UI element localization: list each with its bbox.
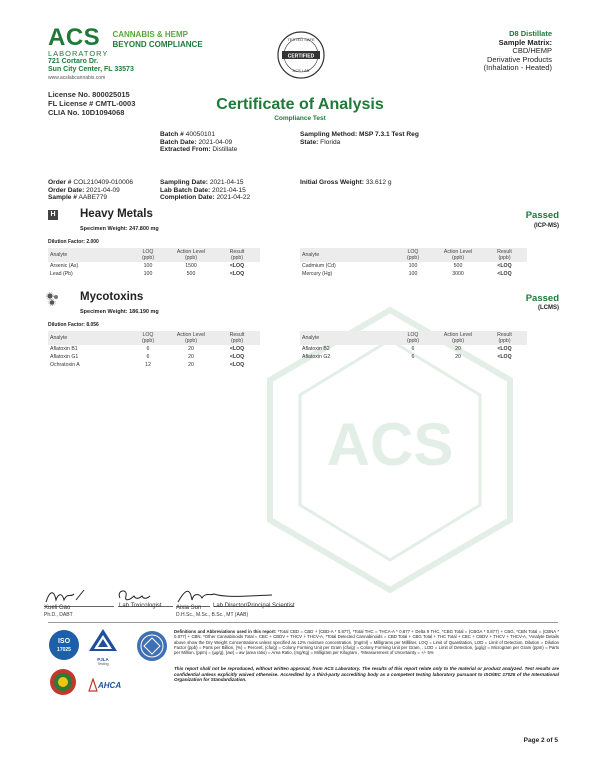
mycotoxins-table-left: Analyte LOQ (ppb) Action Level (ppb) Result (ppb) Aflatoxin B1 6 20 <LOQ Aflatoxin G1 6 20 <LOQ Ochratoxin A 12 20 <LOQ bbox=[48, 331, 260, 369]
sig2-creds: D.H.Sc., M.Sc., B.Sc., MT (AAB) bbox=[176, 612, 249, 618]
address-line-1: 721 Cortaro Dr. bbox=[48, 58, 99, 65]
sig1-name: Xueli Gao bbox=[44, 605, 71, 611]
table-row: Aflatoxin B1 6 20 <LOQ bbox=[50, 346, 245, 352]
order-info: Order # COL210409-010006 Order Date: 2021-04-09 Sample # AABE779 bbox=[48, 179, 134, 201]
table-row: Ochratoxin A 12 20 <LOQ bbox=[50, 362, 245, 368]
weight-info: Initial Gross Weight: 33.612 g bbox=[300, 179, 392, 186]
sampling-info: Sampling Method: MSP 7.3.1 Test Reg State: Florida bbox=[300, 131, 419, 146]
heavy-metals-dilution: Dilution Factor: 2.000 bbox=[48, 239, 99, 245]
mycotoxins-table-right: Analyte LOQ (ppb) Action Level (ppb) Result (ppb) Aflatoxin B2 6 20 <LOQ Aflatoxin G2 6 20 <LOQ bbox=[300, 331, 527, 361]
product-name: D8 Distillate bbox=[509, 29, 552, 38]
mycotoxins-weight: Specimen Weight: 186.190 mg bbox=[80, 309, 159, 315]
footer-divider bbox=[48, 622, 558, 623]
sig2-name: Aixia Sun bbox=[176, 605, 202, 611]
seal-bottom-text: ACS LAB bbox=[292, 68, 310, 73]
page-number: Page 2 of 5 bbox=[523, 737, 558, 744]
table-row: Aflatoxin G2 6 20 <LOQ bbox=[302, 354, 512, 360]
seal-top-text: TESTED SAFE bbox=[287, 37, 315, 42]
sig1-creds: Ph.D., DABT bbox=[44, 612, 73, 618]
table-row: Cadmium (Cd) 100 500 <LOQ bbox=[302, 263, 512, 269]
matrix-line-3: (Inhalation - Heated) bbox=[483, 63, 552, 72]
mycotoxins-method: (LCMS) bbox=[538, 305, 559, 311]
batch-info: Batch # 40050101 Batch Date: 2021-04-09 Extracted From: Distillate bbox=[160, 131, 238, 153]
seal-center-text: CERTIFIED bbox=[287, 53, 315, 60]
table-row: Aflatoxin G1 6 20 <LOQ bbox=[50, 354, 245, 360]
heavy-metals-method: (ICP-MS) bbox=[534, 223, 559, 229]
lab-logo bbox=[48, 24, 203, 58]
mycotoxins-status: Passed bbox=[525, 293, 559, 304]
matrix-line-2: Derivative Products bbox=[486, 54, 552, 64]
mycotoxins-title: Mycotoxins bbox=[80, 291, 144, 303]
heavy-metals-table-right: Analyte LOQ (ppb) Action Level (ppb) Result (ppb) Cadmium (Cd) 100 500 <LOQ Mercury (Hg) 100 3000 <LOQ bbox=[300, 248, 527, 278]
disclaimer: This report shall not be reproduced, without written approval, from ACS Laboratory. The results of this report relate only to the material or product analyzed. Test results are confidential unless explicitly waived otherwise. Accredited by a third-party accrediting body as a competent testing laboratory pursuant to ISO/IEC 17025 of the International Organization for Standardization. bbox=[174, 666, 559, 683]
heavy-metals-weight: Specimen Weight: 247.800 mg bbox=[80, 226, 159, 232]
logo-letters: ACS bbox=[48, 24, 101, 51]
tagline-1: CANNABIS & HEMP bbox=[112, 30, 188, 39]
dates-info: Sampling Date: 2021-04-15 Lab Batch Date: 2021-04-15 Completion Date: 2021-04-22 bbox=[160, 179, 251, 201]
heavy-metals-title: Heavy Metals bbox=[80, 208, 153, 220]
tagline-2: BEYOND COMPLIANCE bbox=[112, 40, 203, 49]
certified-seal bbox=[276, 30, 326, 80]
logo-sub: LABORATORY bbox=[48, 49, 109, 58]
iso-badge: ISO 17025 bbox=[49, 630, 79, 660]
heavy-metals-icon: H bbox=[48, 210, 58, 220]
ahca-icon bbox=[88, 678, 98, 692]
pjla-badge: PJLA Testing bbox=[88, 628, 118, 664]
matrix-label: Sample Matrix: bbox=[498, 37, 552, 47]
page-subtitle: Compliance Test bbox=[274, 115, 326, 122]
definitions: Definitions and Abbreviations used in this report: *Total CBD = CBD + (CBD-A * 0.877), *Total THC = THCA-A * 0.877 + Delta 9 THC, *CBG Total = (CBGA * 0.877) + CBG, *CBN Total = (CBNA * 0.877) + CBN, *Other Cannabinoids Total = CBC + CBDV + THCV + THCV-A, *Total Detected Cannabinoids = CBD Total + CBG Total + THC Total + CBC + CBDV + THCV + THCV-A, *Analyte Details above show the Dry Weight Concentrations unless specified as 12% moisture concentration. (mg/ml) = Milligrams per Milliliter, LOQ = Limit of Quantitation, LOD = Limit of Detection, Dilution = Dilution Factor (ppb) = Parts per Billion, (%) = Percent, (cfu/g) = Colony Forming Unit per Gram (cfu/g) = Colony Forming Unit per Gram, , LOD = Limit of Detection, (µg/g) = Microgram per Gram (ppm) = Parts per Million, (ppm) = (µg/g), (aw) = aw (area ratio) = Area Ratio, (mg/Kg) = Milligram per Kilogram , *Measurement of Uncertainty = +/- 5% bbox=[174, 629, 559, 656]
table-row: Aflatoxin B2 6 20 <LOQ bbox=[302, 346, 512, 352]
heavy-metals-status: Passed bbox=[525, 210, 559, 221]
table-row: Mercury (Hg) 100 3000 <LOQ bbox=[302, 271, 512, 277]
sig2-title: Lab Director/Principal Scientist bbox=[213, 603, 295, 609]
mycotoxin-icon bbox=[46, 292, 60, 306]
matrix-line-1: CBD/HEMP bbox=[512, 46, 552, 55]
table-row: Lead (Pb) 100 500 <LOQ bbox=[50, 271, 245, 277]
ck-badge-icon bbox=[136, 630, 168, 662]
address-line-2: Sun City Center, FL 33573 bbox=[48, 66, 134, 73]
ahca-logo: AHCA bbox=[88, 678, 121, 692]
fl-license: FL License # CMTL-0003 bbox=[48, 99, 136, 108]
page-title: Certificate of Analysis bbox=[216, 96, 384, 113]
mycotoxins-dilution: Dilution Factor: 8.056 bbox=[48, 322, 99, 328]
sig1-title: Lab Toxicologist bbox=[119, 603, 162, 609]
heavy-metals-table-left: Analyte LOQ (ppb) Action Level (ppb) Result (ppb) Arsenic (As) 100 1500 <LOQ Lead (Pb) 100 500 <LOQ bbox=[48, 248, 260, 278]
seal-icon bbox=[276, 30, 326, 80]
pjla-icon bbox=[88, 628, 118, 652]
table-row: Arsenic (As) 100 1500 <LOQ bbox=[50, 263, 245, 269]
license-no: License No. 800025015 bbox=[48, 90, 130, 99]
state-seal-icon bbox=[49, 668, 77, 696]
website: www.acslabcannabis.com bbox=[48, 75, 106, 81]
clia-no: CLIA No. 10D1094068 bbox=[48, 108, 125, 117]
svg-text:ACS: ACS bbox=[326, 411, 454, 478]
